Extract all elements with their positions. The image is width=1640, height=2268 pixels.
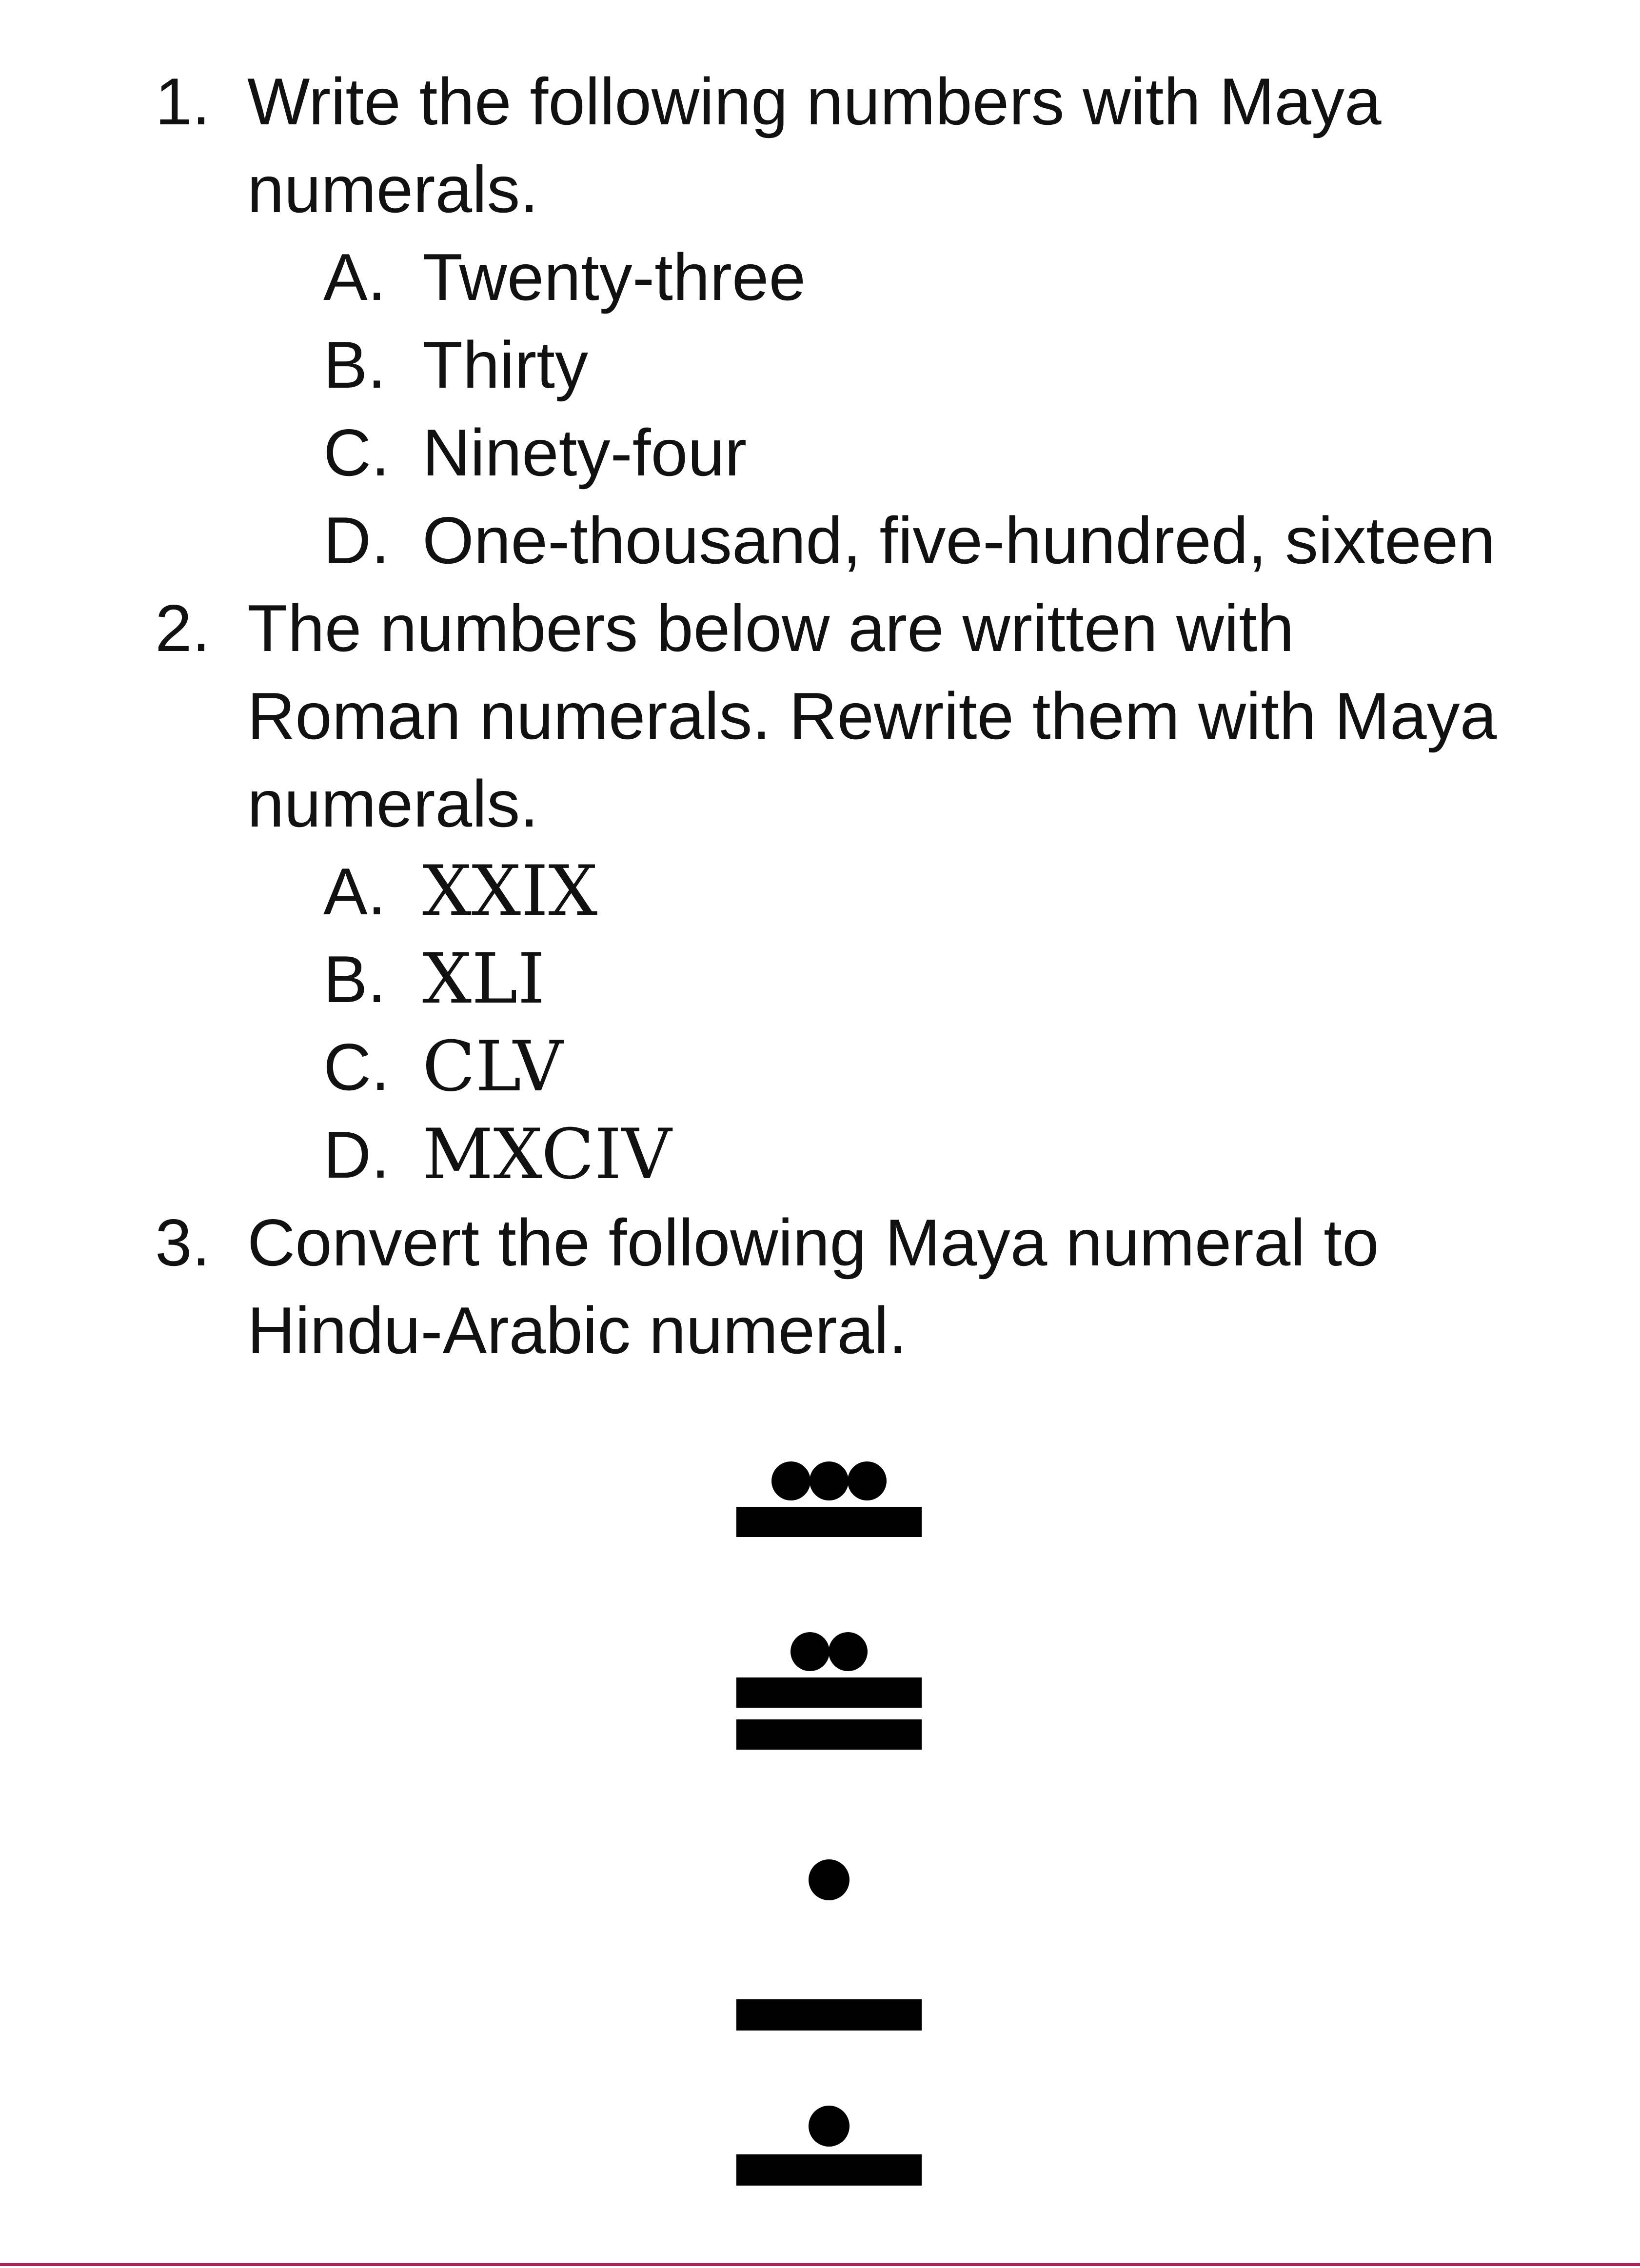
bottom-divider xyxy=(0,2263,1640,2266)
question-2-item-c-roman: CLV xyxy=(422,1026,563,1107)
question-3-number: 3. xyxy=(155,1205,211,1280)
question-2-number: 2. xyxy=(155,591,211,665)
maya-level-1 xyxy=(736,1461,922,1537)
maya-bar xyxy=(736,1677,922,1708)
question-2-item-c-letter: C. xyxy=(323,1030,390,1104)
question-2-text-line-1: The numbers below are written with xyxy=(247,591,1294,665)
question-1-item-b-text: Thirty xyxy=(422,328,588,402)
maya-dot xyxy=(810,1461,849,1500)
question-1-text-line-2: numerals. xyxy=(247,152,539,226)
maya-bar xyxy=(736,1719,922,1750)
maya-dot xyxy=(790,1632,830,1671)
maya-dot xyxy=(829,1632,868,1671)
question-1-item-a-text: Twenty-three xyxy=(422,240,806,314)
maya-bar xyxy=(736,2154,922,2186)
question-1-item-c-letter: C. xyxy=(323,415,390,490)
maya-dot xyxy=(848,1461,887,1500)
question-1-text-line-1: Write the following numbers with Maya xyxy=(247,64,1382,138)
question-2-text-line-3: numerals. xyxy=(247,767,539,841)
question-1-item-a-letter: A. xyxy=(323,240,386,314)
question-2-item-a-roman: XXIX xyxy=(422,851,598,931)
question-3-text-line-2: Hindu-Arabic numeral. xyxy=(247,1293,908,1367)
question-2-item-a-letter: A. xyxy=(323,854,386,928)
question-2-text-line-2: Roman numerals. Rewrite them with Maya xyxy=(247,679,1497,753)
question-3-text-line-1: Convert the following Maya numeral to xyxy=(247,1205,1379,1280)
question-2-item-b-roman: XLI xyxy=(422,939,545,1019)
question-1-item-b-letter: B. xyxy=(323,328,386,402)
question-2-item-d-roman: MXCIV xyxy=(422,1114,672,1195)
question-2-item-b-letter: B. xyxy=(323,942,386,1016)
maya-dot xyxy=(809,2106,850,2147)
question-1-item-d-text: One-thousand, five-hundred, sixteen xyxy=(422,503,1496,577)
maya-level-4 xyxy=(736,1999,922,2031)
maya-numeral-figure xyxy=(731,1439,927,2199)
question-1-item-c-text: Ninety-four xyxy=(422,415,747,490)
maya-bar xyxy=(736,1999,922,2031)
question-1-item-d-letter: D. xyxy=(323,503,390,577)
maya-dot xyxy=(771,1461,810,1500)
maya-level-2 xyxy=(736,1632,922,1750)
maya-level-5 xyxy=(736,2106,922,2186)
maya-bar xyxy=(736,1507,922,1537)
maya-level-3 xyxy=(809,1859,850,1900)
maya-dot xyxy=(809,1859,850,1900)
question-2-item-d-letter: D. xyxy=(323,1118,390,1192)
question-1-number: 1. xyxy=(155,64,211,138)
